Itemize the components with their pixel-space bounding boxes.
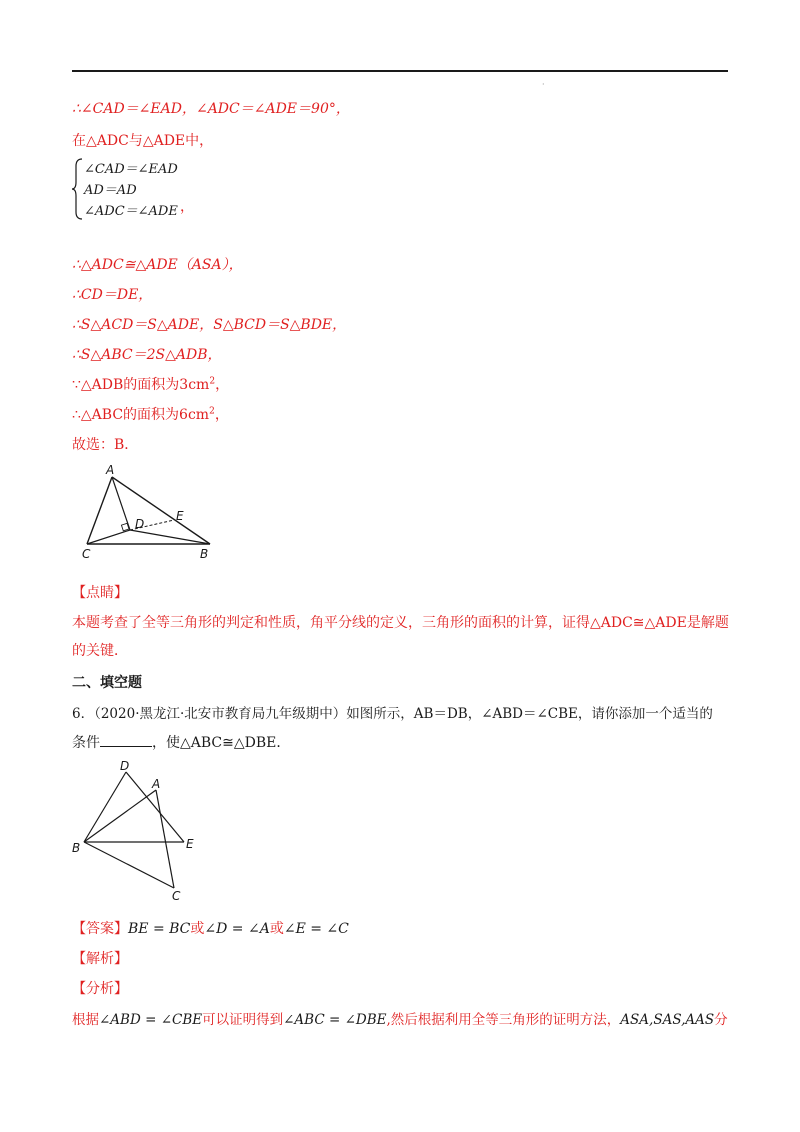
answer-or-1: 或 [190, 921, 205, 937]
fig2-label-a: A [152, 777, 161, 791]
fig2-label-d: D [120, 760, 130, 773]
fenxi-line [72, 1008, 728, 1028]
header-dot: · [542, 80, 545, 89]
answer-or-2: 或 [269, 921, 284, 937]
fenxi-text-c: ,然后根据利用全等三角形的证明方法， [386, 1012, 621, 1028]
fenxi-text-b: 可以证明得到 [202, 1012, 284, 1028]
answer-line [72, 918, 349, 938]
fig2-label-c: C [172, 889, 181, 900]
solution-line-1: ∴∠CAD＝∠EAD，∠ADC＝∠ADE＝90°， [72, 101, 350, 117]
area-text-1: ∵△ADB的面积为3cm [72, 377, 210, 393]
answer-option-1: BE = BC [128, 921, 191, 937]
fig1-label-a: A [106, 463, 115, 477]
area-comma-1: ， [215, 377, 230, 393]
question-line-1: 6．（2020·黑龙江·北安市教育局九年级期中）如图所示，AB＝DB，∠ABD＝∠CBE，请你添加一个适当的 [72, 706, 713, 722]
fenxi-expr-2: ∠ABC = ∠DBE [283, 1012, 387, 1028]
question-condition-text: 条件 [72, 735, 100, 751]
solution-line-5: ∴S△ACD＝S△ADE，S△BCD＝S△BDE， [72, 317, 347, 333]
fig2-label-b: B [72, 841, 81, 855]
triangle-figure-1 [72, 462, 222, 562]
area-sup-1: 2 [209, 376, 216, 387]
header-rule [72, 70, 728, 72]
solution-line-4: ∴CD＝DE， [72, 287, 153, 303]
solution-line-6: ∴S△ABC＝2S△ADB， [72, 347, 222, 363]
solution-line-9: 故选：B． [72, 437, 139, 453]
area-text-2: ∴△ABC的面积为6cm [72, 407, 210, 423]
fig1-label-c: C [82, 547, 91, 561]
question-goal-text: ，使△ABC≅△DBE． [152, 735, 291, 751]
solution-line-7 [72, 374, 229, 394]
system-line-1: ∠CAD＝∠EAD [84, 162, 178, 177]
system-line-3: ∠ADC＝∠ADE [84, 204, 178, 219]
jiexi-title: 【解析】 [72, 951, 128, 967]
fig1-label-e: E [176, 509, 184, 523]
dianjing-line-1: 本题考查了全等三角形的判定和性质，角平分线的定义，三角形的面积的计算，证得△ADC≅△ADE是解题 [72, 615, 729, 631]
solution-line-8 [72, 404, 229, 424]
area-comma-2: ， [214, 407, 229, 423]
answer-option-2: ∠D = ∠A [204, 921, 270, 937]
fenxi-title: 【分析】 [72, 981, 128, 997]
fig2-label-e: E [186, 837, 194, 851]
question-line-2 [72, 732, 290, 752]
answer-blank [100, 734, 152, 747]
fig1-label-b: B [200, 547, 209, 561]
fenxi-expr-1: ∠ABD = ∠CBE [99, 1012, 203, 1028]
fenxi-expr-3: ASA,SAS,AAS [620, 1012, 715, 1028]
dianjing-title: 【点睛】 [72, 585, 128, 601]
area-sup-2: 2 [209, 406, 215, 417]
fenxi-text-a: 根据 [72, 1012, 99, 1028]
system-line-2: AD＝AD [84, 183, 137, 198]
answer-option-3: ∠E = ∠C [283, 921, 349, 937]
fenxi-text-d: 分 [714, 1012, 728, 1028]
fig1-label-d: D [135, 517, 145, 531]
solution-line-3: ∴△ADC≅△ADE（ASA）， [72, 257, 243, 273]
system-brace [72, 158, 84, 220]
dianjing-line-2: 的关键． [72, 643, 128, 659]
solution-line-2: 在△ADC与△ADE中， [72, 133, 214, 149]
answer-label: 【答案】 [72, 921, 128, 937]
triangle-figure-2 [72, 760, 202, 900]
system-comma: ， [180, 199, 194, 215]
section-heading: 二、填空题 [72, 675, 142, 691]
